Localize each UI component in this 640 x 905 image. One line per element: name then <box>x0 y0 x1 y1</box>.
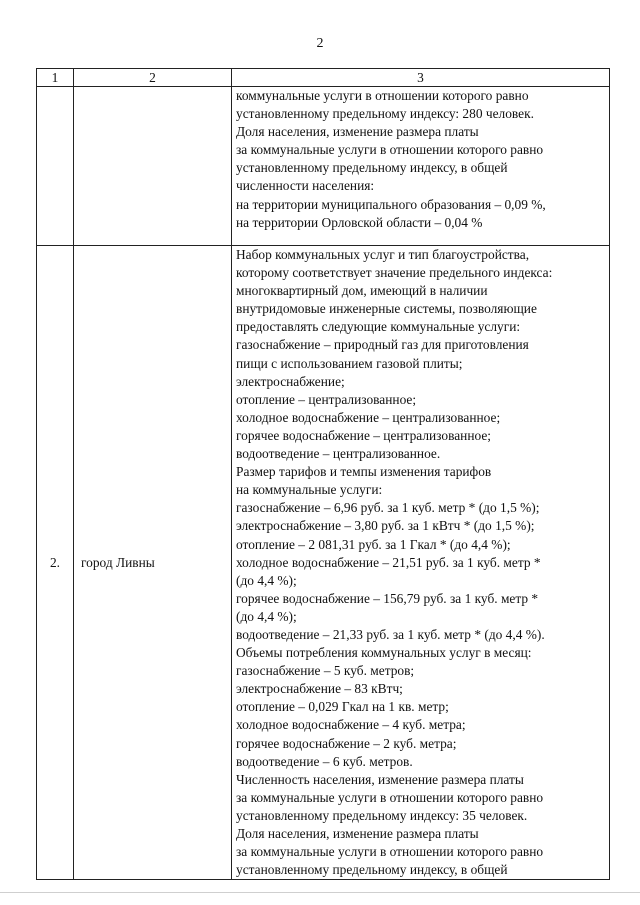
table-row-continuation <box>37 87 610 246</box>
text-line: за коммунальные услуги в отношении которого равно <box>236 789 544 805</box>
text-line: установленному предельному индексу, в общей <box>236 862 508 878</box>
text-line: водоотведение – централизованное. <box>236 446 441 462</box>
text-line: холодное водоснабжение – 4 куб. метра; <box>236 717 466 733</box>
text-line: электроснабжение – 3,80 руб. за 1 кВтч * (до 1,5 %); <box>236 518 535 534</box>
tariff-table <box>36 68 610 880</box>
text-line: внутридомовые инженерные системы, позволяющие <box>236 301 537 317</box>
text-line: водоотведение – 21,33 руб. за 1 куб. метр * (до 4,4 %). <box>236 626 545 642</box>
text-line: газоснабжение – 5 куб. метров; <box>236 663 415 679</box>
description-cell <box>232 87 610 246</box>
text-line: численности населения: <box>236 178 375 194</box>
text-line: горячее водоснабжение – 156,79 руб. за 1 куб. метр * <box>236 590 539 606</box>
municipality-cell <box>74 87 232 246</box>
text-line: (до 4,4 %); <box>236 572 297 588</box>
text-line: Численность населения, изменение размера платы <box>236 771 524 787</box>
text-line: газоснабжение – природный газ для приготовления <box>236 337 529 353</box>
row-number-cell: 2. <box>37 246 74 880</box>
header-cell-3: 3 <box>232 69 610 87</box>
municipality-cell: город Ливны <box>74 246 232 880</box>
text-line: предоставлять следующие коммунальные услуги: <box>236 319 521 335</box>
text-line: установленному предельному индексу: 35 человек. <box>236 807 528 823</box>
text-line: Объемы потребления коммунальных услуг в месяц: <box>236 645 532 661</box>
text-line: газоснабжение – 6,96 руб. за 1 куб. метр * (до 1,5 %); <box>236 500 540 516</box>
text-line: горячее водоснабжение – 2 куб. метра; <box>236 735 457 751</box>
text-line: установленному предельному индексу: 280 человек. <box>236 106 534 122</box>
text-line: отопление – 0,029 Гкал на 1 кв. метр; <box>236 699 449 715</box>
description-text <box>232 246 609 879</box>
text-line: за коммунальные услуги в отношении которого равно <box>236 142 544 158</box>
text-line: холодное водоснабжение – 21,51 руб. за 1 куб. метр * <box>236 554 541 570</box>
row-number-cell <box>37 87 74 246</box>
text-line: отопление – 2 081,31 руб. за 1 Гкал * (до 4,4 %); <box>236 536 511 552</box>
table-header-row <box>37 69 610 87</box>
text-line: Доля населения, изменение размера платы <box>236 124 479 140</box>
text-line: холодное водоснабжение – централизованное; <box>236 409 501 425</box>
table-row <box>37 246 610 880</box>
text-line: коммунальные услуги в отношении которого равно <box>236 88 529 103</box>
text-line: электроснабжение; <box>236 373 345 389</box>
header-cell-2: 2 <box>74 69 232 87</box>
text-line: отопление – централизованное; <box>236 391 417 407</box>
description-text <box>232 87 609 232</box>
page-number: 2 <box>316 36 324 51</box>
text-line: на территории Орловской области – 0,04 % <box>236 214 483 230</box>
text-line: водоотведение – 6 куб. метров. <box>236 753 413 769</box>
text-line: Набор коммунальных услуг и тип благоустройства, <box>236 247 530 262</box>
text-line: пищи с использованием газовой плиты; <box>236 355 463 371</box>
text-line: многоквартирный дом, имеющий в наличии <box>236 283 488 299</box>
text-line: (до 4,4 %); <box>236 608 297 624</box>
header-cell-1: 1 <box>37 69 74 87</box>
text-line: на коммунальные услуги: <box>236 482 383 498</box>
footer-rule <box>0 892 640 893</box>
text-line: Доля населения, изменение размера платы <box>236 826 479 841</box>
description-cell <box>232 246 610 880</box>
text-line: которому соответствует значение предельного индекса: <box>236 265 553 281</box>
text-line: на территории муниципального образования – 0,09 %, <box>236 196 546 212</box>
text-line: за коммунальные услуги в отношении которого равно <box>236 844 544 860</box>
text-line: Размер тарифов и темпы изменения тарифов <box>236 464 492 480</box>
text-line: установленному предельному индексу, в общей <box>236 160 508 176</box>
text-line: электроснабжение – 83 кВтч; <box>236 681 403 697</box>
text-line: горячее водоснабжение – централизованное; <box>236 427 492 443</box>
